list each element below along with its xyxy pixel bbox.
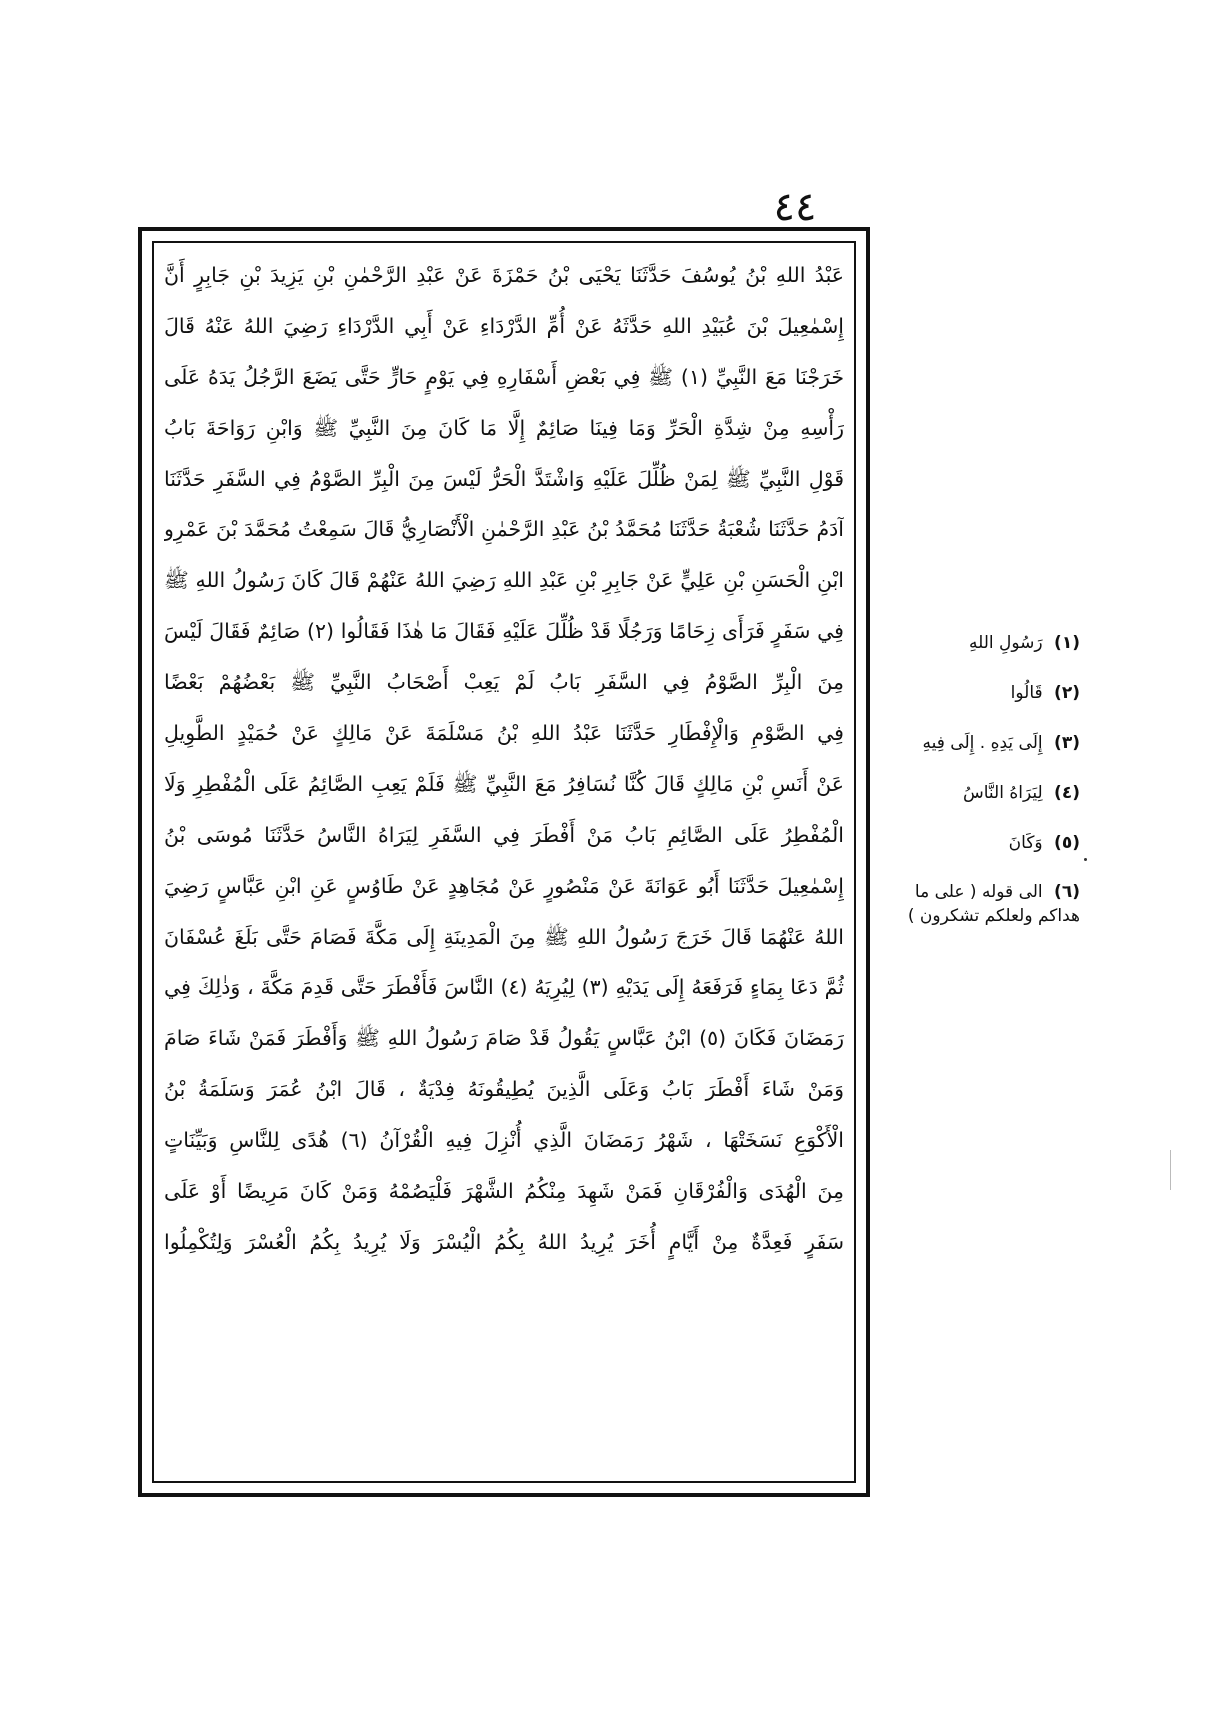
text-line-7: ابْنِ الْحَسَنِ بْنِ عَلِيٍّ عَنْ جَابِرِ بْنِ عَبْدِ اللهِ رَضِيَ اللهُ عَنْهُمْ قَالَ كَانَ رَسُولُ اللهِ ﷺ: [164, 568, 844, 593]
text-line-18: الْأَكْوَعِ نَسَخَتْهَا ، شَهْرُ رَمَضَانَ الَّذِي أُنْزِلَ فِيهِ الْقُرْآنُ (٦) هُدًى لِلنَّاسِ وَبَيِّنَاتٍ: [164, 1128, 844, 1153]
text-line-5: قَوْلِ النَّبِيِّ ﷺ لِمَنْ ظُلِّلَ عَلَيْهِ وَاشْتَدَّ الْحَرُّ لَيْسَ مِنَ الْبِرِّ الصَّوْمُ فِي السَّفَرِ حَدَّثَنَا: [164, 466, 844, 491]
footnote-text: إِلَى يَدِهِ . إِلَى فِيهِ: [922, 733, 1043, 753]
text-line-16: رَمَضَانَ فَكَانَ (٥) ابْنُ عَبَّاسٍ يَقُولُ قَدْ صَامَ رَسُولُ اللهِ ﷺ وَأَفْطَرَ فَمَنْ شَاءَ صَامَ: [164, 1026, 844, 1051]
text-line-4: رَأْسِهِ مِنْ شِدَّةِ الْحَرِّ وَمَا فِينَا صَائِمٌ إِلَّا مَا كَانَ مِنَ النَّبِيِّ ﷺ وَابْنِ رَوَاحَةَ بَابُ: [164, 415, 844, 440]
text-line-13: إِسْمٰعِيلَ حَدَّثَنَا أَبُو عَوَانَةَ عَنْ مَنْصُورٍ عَنْ مُجَاهِدٍ عَنْ طَاوُسٍ عَنِ ابْنِ عَبَّاسٍ رَضِيَ: [164, 873, 844, 898]
footnote-mark: (١): [1054, 633, 1080, 653]
text-line-2: إِسْمٰعِيلَ بْنَ عُبَيْدِ اللهِ حَدَّثَهُ عَنْ أُمِّ الدَّرْدَاءِ عَنْ أَبِي الدَّرْدَاءِ رَضِيَ اللهُ عَنْهُ قَالَ: [164, 313, 844, 338]
footnote-mark: (٥): [1054, 833, 1080, 853]
footnote-text: رَسُولِ اللهِ: [969, 633, 1043, 653]
footnote-6: [880, 880, 1080, 944]
text-line-9: مِنَ الْبِرِّ الصَّوْمُ فِي السَّفَرِ بَابُ لَمْ يَعِبْ أَصْحَابُ النَّبِيِّ ﷺ بَعْضُهُمْ بَعْضًا: [164, 670, 844, 695]
footnote-3: [880, 730, 1080, 780]
footnote-5: [880, 830, 1080, 880]
text-line-12: الْمُفْطِرُ عَلَى الصَّائِمِ بَابُ مَنْ أَفْطَرَ فِي السَّفَرِ لِيَرَاهُ النَّاسُ حَدَّثَنَا مُوسَى بْنُ: [164, 822, 844, 847]
footnote-mark: (٣): [1054, 733, 1080, 753]
text-line-6: آدَمُ حَدَّثَنَا شُعْبَةُ حَدَّثَنَا مُحَمَّدُ بْنُ عَبْدِ الرَّحْمٰنِ الْأَنْصَارِيُّ قَالَ سَمِعْتُ مُحَمَّدَ بْنَ عَمْرِو: [164, 517, 844, 542]
footnote-text: لِيَرَاهُ النَّاسُ: [962, 783, 1043, 803]
main-text-block: [164, 250, 844, 1472]
text-line-14: اللهُ عَنْهُمَا قَالَ خَرَجَ رَسُولُ اللهِ ﷺ مِنَ الْمَدِينَةِ إِلَى مَكَّةَ فَصَامَ حَتَّى بَلَغَ عُسْفَانَ: [164, 924, 844, 949]
margin-dot: [1084, 858, 1087, 861]
footnote-mark: (٤): [1054, 783, 1080, 803]
footnote-mark: (٢): [1054, 683, 1080, 703]
footnote-text: وَكَانَ: [1008, 833, 1043, 853]
text-line-19: مِنَ الْهُدَى وَالْفُرْقَانِ فَمَنْ شَهِدَ مِنْكُمُ الشَّهْرَ فَلْيَصُمْهُ وَمَنْ كَانَ مَرِيضًا أَوْ عَلَى: [164, 1179, 844, 1204]
text-line-17: وَمَنْ شَاءَ أَفْطَرَ بَابُ وَعَلَى الَّذِينَ يُطِيقُونَهُ فِدْيَةٌ ، قَالَ ابْنُ عُمَرَ وَسَلَمَةُ بْنُ: [164, 1077, 844, 1102]
text-line-3: خَرَجْنَا مَعَ النَّبِيِّ (١) ﷺ فِي بَعْضِ أَسْفَارِهِ فِي يَوْمٍ حَارٍّ حَتَّى يَضَعَ الرَّجُلُ يَدَهُ عَلَى: [164, 364, 844, 389]
text-line-10: فِي الصَّوْمِ وَالْإِفْطَارِ حَدَّثَنَا عَبْدُ اللهِ بْنُ مَسْلَمَةَ عَنْ مَالِكٍ عَنْ حُمَيْدٍ الطَّوِيلِ: [164, 721, 844, 746]
footnote-text: الى قوله ( على ما هداكم ولعلكم تشكرون ): [907, 882, 1080, 926]
text-line-8: فِي سَفَرٍ فَرَأَى زِحَامًا وَرَجُلًا قَدْ ظُلِّلَ عَلَيْهِ فَقَالَ مَا هٰذَا فَقَالُوا (٢) صَائِمٌ فَقَالَ لَيْسَ: [164, 619, 844, 644]
text-line-15: ثُمَّ دَعَا بِمَاءٍ فَرَفَعَهُ إِلَى يَدَيْهِ (٣) لِيُرِيَهُ (٤) النَّاسَ فَأَفْطَرَ حَتَّى قَدِمَ مَكَّةَ ، وَذٰلِكَ فِي: [164, 975, 844, 1000]
text-line-1: عَبْدُ اللهِ بْنُ يُوسُفَ حَدَّثَنَا يَحْيَى بْنُ حَمْزَةَ عَنْ عَبْدِ الرَّحْمٰنِ بْنِ يَزِيدَ بْنِ جَابِرٍ أَنَّ: [164, 263, 844, 287]
page-number: ٤٤: [773, 184, 817, 230]
text-line-11: عَنْ أَنَسِ بْنِ مَالِكٍ قَالَ كُنَّا نُسَافِرُ مَعَ النَّبِيِّ ﷺ فَلَمْ يَعِبِ الصَّائِمُ عَلَى الْمُفْطِرِ وَلَا: [164, 771, 844, 796]
footnote-2: [880, 680, 1080, 730]
footnote-1: [880, 630, 1080, 680]
scan-edge-mark: [1170, 1150, 1171, 1190]
footnote-mark: (٦): [1054, 882, 1080, 902]
margin-footnotes: [880, 630, 1080, 944]
text-line-20: سَفَرٍ فَعِدَّةٌ مِنْ أَيَّامٍ أُخَرَ يُرِيدُ اللهُ بِكُمُ الْيُسْرَ وَلَا يُرِيدُ بِكُمُ الْعُسْرَ وَلِتُكْمِلُوا: [164, 1229, 844, 1254]
footnote-4: [880, 780, 1080, 830]
footnote-text: قَالُوا: [1010, 683, 1043, 703]
